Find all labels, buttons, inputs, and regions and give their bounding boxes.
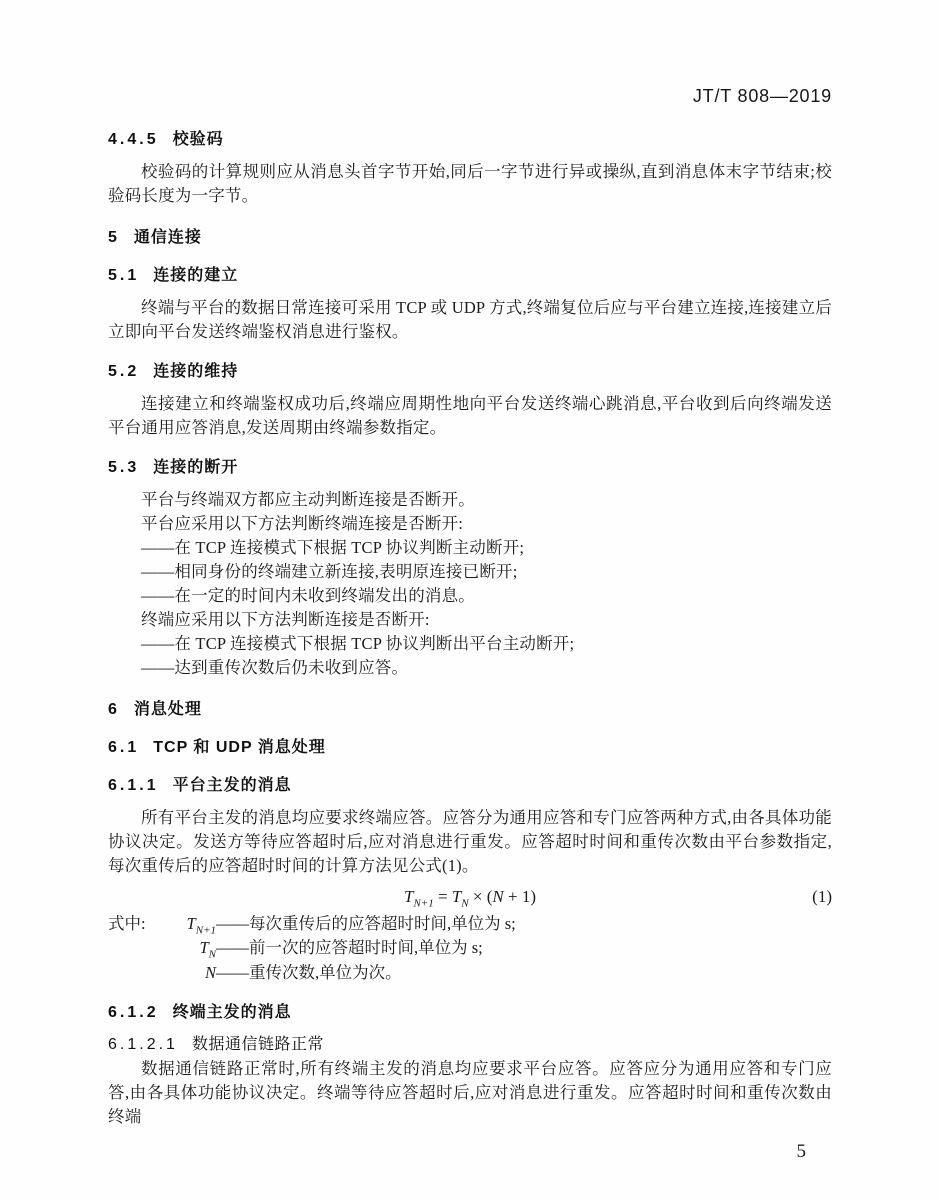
heading-title: 通信连接 bbox=[133, 229, 202, 246]
heading-6.1 bbox=[108, 738, 832, 758]
heading-title: 连接的维持 bbox=[153, 363, 239, 380]
heading-title: 消息处理 bbox=[133, 701, 202, 718]
equation bbox=[108, 884, 832, 910]
heading-title: 平台主发的消息 bbox=[172, 777, 292, 794]
heading-number: 6.1 bbox=[108, 739, 140, 756]
paragraph: 连接建立和终端鉴权成功后,终端应周期性地向平台发送终端心跳消息,平台收到后向终端发送平台通用应答消息,发送周期由终端参数指定。 bbox=[108, 394, 832, 437]
heading-number: 5.1 bbox=[108, 267, 140, 284]
heading-title: 连接的建立 bbox=[153, 267, 239, 284]
dash-item: ——在一定的时间内未收到终端发出的消息。 bbox=[141, 586, 475, 605]
heading-6.1.2.1 bbox=[108, 1035, 832, 1055]
formula-term-definition bbox=[108, 936, 832, 960]
heading-number: 5.2 bbox=[108, 363, 140, 380]
subscript: N+1 bbox=[413, 897, 434, 910]
heading-5.1 bbox=[108, 266, 832, 286]
term bbox=[166, 912, 216, 936]
heading-number: 6.1.2.1 bbox=[108, 1035, 178, 1053]
dash-item: ——在 TCP 连接模式下根据 TCP 协议判断主动断开; bbox=[141, 538, 525, 557]
heading-number: 4.4.5 bbox=[108, 131, 159, 148]
page-number: 5 bbox=[796, 1140, 806, 1162]
heading-title: 数据通信链路正常 bbox=[191, 1035, 324, 1053]
paragraph: 终端与平台的数据日常连接可采用 TCP 或 UDP 方式,终端复位后应与平台建立连接,连接建立后立即向平台发送终端鉴权消息进行鉴权。 bbox=[108, 298, 832, 341]
term bbox=[166, 961, 216, 985]
dash-item: ——达到重传次数后仍未收到应答。 bbox=[141, 658, 409, 677]
heading-6 bbox=[108, 700, 832, 720]
term bbox=[166, 936, 216, 960]
where-prefix bbox=[108, 961, 166, 985]
standard-number: JT/T 808—2019 bbox=[692, 86, 832, 106]
equation-number: (1) bbox=[812, 887, 832, 906]
paragraph: 终端应采用以下方法判断连接是否断开: bbox=[141, 610, 430, 629]
paragraph: 数据通信链路正常时,所有终端主发的消息均应要求平台应答。应答应分为通用应答和专门应答,由各具体功能协议决定。终端等待应答超时后,应对消息进行重发。应答超时时间和重传次数由终端 bbox=[108, 1058, 832, 1126]
subscript: N bbox=[208, 948, 216, 961]
variable: T bbox=[451, 887, 462, 906]
dash-item: ——相同身份的终端建立新连接,表明原连接已断开; bbox=[141, 562, 518, 581]
term-description: ——重传次数,单位为次。 bbox=[216, 962, 402, 982]
formula-term-definition bbox=[108, 961, 832, 985]
variable: T bbox=[199, 938, 209, 958]
variable: N bbox=[204, 962, 216, 982]
heading-5.3 bbox=[108, 458, 832, 478]
term-description: ——前一次的应答超时时间,单位为 s; bbox=[216, 938, 483, 958]
heading-6.1.2 bbox=[108, 1003, 832, 1023]
heading-5 bbox=[108, 228, 832, 248]
term-description: ——每次重传后的应答超时时间,单位为 s; bbox=[216, 914, 516, 933]
paragraph: 校验码的计算规则应从消息头首字节开始,同后一字节进行异或操纵,直到消息体末字节结束;校验码长度为一字节。 bbox=[108, 162, 832, 205]
heading-6.1.1 bbox=[108, 776, 832, 796]
where-prefix: 式中: bbox=[108, 914, 146, 933]
heading-title: TCP 和 UDP 消息处理 bbox=[153, 739, 326, 756]
operator: × ( bbox=[468, 887, 493, 906]
subscript: N bbox=[461, 897, 469, 910]
heading-number: 6.1.1 bbox=[108, 777, 159, 794]
variable: T bbox=[186, 914, 196, 933]
paragraph: 平台与终端双方都应主动判断连接是否断开。 bbox=[141, 490, 475, 509]
operator: = bbox=[433, 887, 452, 906]
heading-title: 终端主发的消息 bbox=[172, 1003, 292, 1021]
heading-title: 校验码 bbox=[172, 131, 224, 148]
where-prefix bbox=[108, 936, 166, 960]
heading-4.4.5 bbox=[108, 130, 832, 150]
dash-item: ——在 TCP 连接模式下根据 TCP 协议判断出平台主动断开; bbox=[141, 634, 575, 653]
heading-number: 6 bbox=[108, 701, 120, 718]
equation-body bbox=[404, 887, 536, 910]
variable: T bbox=[404, 887, 414, 906]
heading-number: 5.3 bbox=[108, 459, 140, 476]
heading-title: 连接的断开 bbox=[153, 459, 239, 476]
operator: + 1) bbox=[503, 887, 536, 906]
document-body bbox=[108, 130, 832, 1129]
subscript: N+1 bbox=[195, 924, 216, 937]
paragraph: 平台应采用以下方法判断终端连接是否断开: bbox=[141, 514, 464, 533]
heading-number: 5 bbox=[108, 229, 120, 246]
document-header bbox=[108, 0, 832, 106]
heading-5.2 bbox=[108, 362, 832, 382]
heading-number: 6.1.2 bbox=[108, 1003, 159, 1021]
paragraph: 所有平台主发的消息均应要求终端应答。应答分为通用应答和专门应答两种方式,由各具体功能协议决定。发送方等待应答超时后,应对消息进行重发。应答超时时间和重传次数由平台参数指定,每次重传后的应答超时时间的计算方法见公式(1)。 bbox=[108, 808, 832, 875]
variable: N bbox=[492, 887, 504, 906]
formula-term-definition bbox=[108, 912, 832, 936]
